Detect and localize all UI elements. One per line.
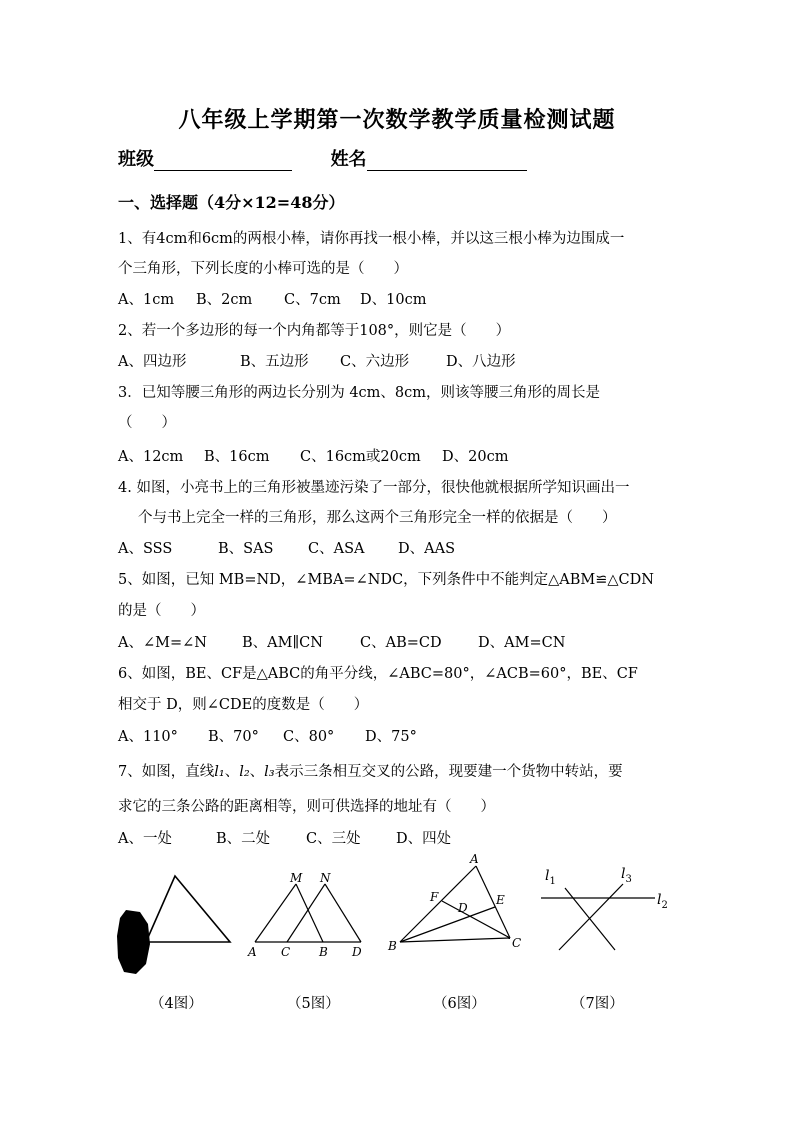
- q7-option-c[interactable]: C、三处: [306, 831, 361, 847]
- fig6-label-d: D: [458, 901, 468, 915]
- q2-option-a[interactable]: A、四边形: [118, 354, 187, 370]
- q7-text-a: 7、如图，直线: [118, 764, 215, 780]
- caption-fig4: （4图）: [150, 996, 203, 1012]
- q7-options: [118, 829, 451, 849]
- fig5-label-a: A: [248, 945, 257, 959]
- name-label: 姓名: [330, 149, 367, 170]
- q5-options: [118, 633, 565, 653]
- fig5-label-n: N: [320, 871, 331, 885]
- q6-options: [118, 727, 417, 747]
- q1-option-c[interactable]: C、7cm: [284, 292, 341, 308]
- q1-option-d[interactable]: D、10cm: [360, 292, 427, 308]
- q7-line2: 求它的三条公路的距离相等，则可供选择的地址有（ ）: [118, 799, 495, 815]
- fig6-label-b: B: [388, 939, 397, 953]
- q2-option-b[interactable]: B、五边形: [240, 354, 309, 370]
- q3-option-a[interactable]: A、12cm: [118, 449, 184, 465]
- q7-l2: l₂: [239, 764, 250, 780]
- q2-line1: 2、若一个多边形的每一个内角都等于108°，则它是（ ）: [118, 323, 511, 339]
- q3-option-c[interactable]: C、16cm或20cm: [300, 449, 421, 465]
- q4-option-b[interactable]: B、SAS: [218, 541, 274, 557]
- student-info-row: [118, 145, 527, 171]
- q1-option-a[interactable]: A、1cm: [118, 292, 175, 308]
- q6-option-a[interactable]: A、110°: [118, 729, 178, 745]
- q5-line1: 5、如图，已知 MB=ND，∠MBA=∠NDC，下列条件中不能判定△ABM≌△CDN: [118, 572, 654, 588]
- q5-option-a[interactable]: A、∠M=∠N: [118, 635, 207, 651]
- name-blank[interactable]: [367, 150, 527, 171]
- q7-sep1: 、: [224, 764, 240, 780]
- fig5-label-d: D: [352, 945, 362, 959]
- q1-line1: 1、有4cm和6cm的两根小棒，请你再找一根小棒，并以这三根小棒为边围成一: [118, 231, 625, 247]
- q7-option-d[interactable]: D、四处: [396, 831, 452, 847]
- q7-option-b[interactable]: B、二处: [216, 831, 271, 847]
- figure-4-ink-triangle: [112, 866, 236, 982]
- q1-line2: 个三角形，下列长度的小棒可选的是（ ）: [118, 261, 408, 277]
- figure-6-angle-bisectors: [382, 850, 532, 960]
- q6-line2: 相交于 D，则∠CDE的度数是（ ）: [118, 697, 369, 713]
- q4-line1: 4. 如图，小亮书上的三角形被墨迹污染了一部分，很快他就根据所学知识画出一: [118, 480, 630, 496]
- q7-line1: [118, 762, 623, 782]
- q6-option-c[interactable]: C、80°: [283, 729, 335, 745]
- q5-line2: 的是（ ）: [118, 603, 205, 619]
- fig5-label-c: C: [281, 945, 291, 959]
- q5-option-d[interactable]: D、AM=CN: [478, 635, 566, 651]
- fig7-label-l1: $l_1$: [545, 868, 556, 887]
- q3-option-d[interactable]: D、20cm: [442, 449, 509, 465]
- q4-option-d[interactable]: D、AAS: [398, 541, 456, 557]
- q2-option-c[interactable]: C、六边形: [340, 354, 410, 370]
- q7-l3: l₃: [264, 764, 275, 780]
- fig6-label-e: E: [496, 893, 505, 907]
- fig6-label-c: C: [512, 936, 522, 950]
- q3-line1: 3．已知等腰三角形的两边长分别为 4cm、8cm，则该等腰三角形的周长是: [118, 385, 601, 401]
- q3-options: [118, 447, 508, 467]
- q6-line1: 6、如图，BE、CF是△ABC的角平分线，∠ABC=80°，∠ACB=60°，BE、CF: [118, 666, 638, 682]
- q7-text-b: 表示三条相互交叉的公路，现要建一个货物中转站，要: [274, 764, 623, 780]
- fig7-label-l3: $l_3$: [621, 866, 632, 885]
- fig6-label-f: F: [430, 890, 439, 904]
- section-heading: 一、选择题（4分×12=48分）: [118, 193, 345, 212]
- q2-options: [118, 352, 516, 372]
- q4-line2: 个与书上完全一样的三角形，那么这两个三角形完全一样的依据是（ ）: [138, 510, 617, 526]
- q5-option-c[interactable]: C、AB=CD: [360, 635, 442, 651]
- caption-fig6: （6图）: [433, 996, 486, 1012]
- figure-7-three-lines: [535, 858, 685, 958]
- fig5-label-m: M: [290, 871, 303, 885]
- q6-option-b[interactable]: B、70°: [208, 729, 259, 745]
- caption-fig5: （5图）: [287, 996, 340, 1012]
- q7-option-a[interactable]: A、一处: [118, 831, 172, 847]
- q3-line2: （ ）: [118, 415, 176, 431]
- q4-option-a[interactable]: A、SSS: [118, 541, 173, 557]
- fig7-label-l2: $l_2$: [657, 892, 668, 911]
- fig5-label-b: B: [319, 945, 328, 959]
- q1-options: [118, 290, 426, 310]
- q3-option-b[interactable]: B、16cm: [204, 449, 270, 465]
- page-title: 八年级上学期第一次数学教学质量检测试题: [178, 107, 616, 133]
- q4-option-c[interactable]: C、ASA: [308, 541, 365, 557]
- class-blank[interactable]: [154, 150, 292, 171]
- fig6-label-a: A: [470, 852, 479, 866]
- q4-options: [118, 539, 455, 559]
- figure-5-overlapping-triangles: [243, 866, 373, 966]
- class-label: 班级: [118, 149, 154, 170]
- caption-fig7: （7图）: [571, 996, 624, 1012]
- q6-option-d[interactable]: D、75°: [365, 729, 417, 745]
- q1-option-b[interactable]: B、2cm: [196, 292, 253, 308]
- q7-l1: l₁: [214, 764, 225, 780]
- q7-sep2: 、: [249, 764, 265, 780]
- q2-option-d[interactable]: D、八边形: [446, 354, 516, 370]
- q5-option-b[interactable]: B、AM∥CN: [242, 635, 323, 651]
